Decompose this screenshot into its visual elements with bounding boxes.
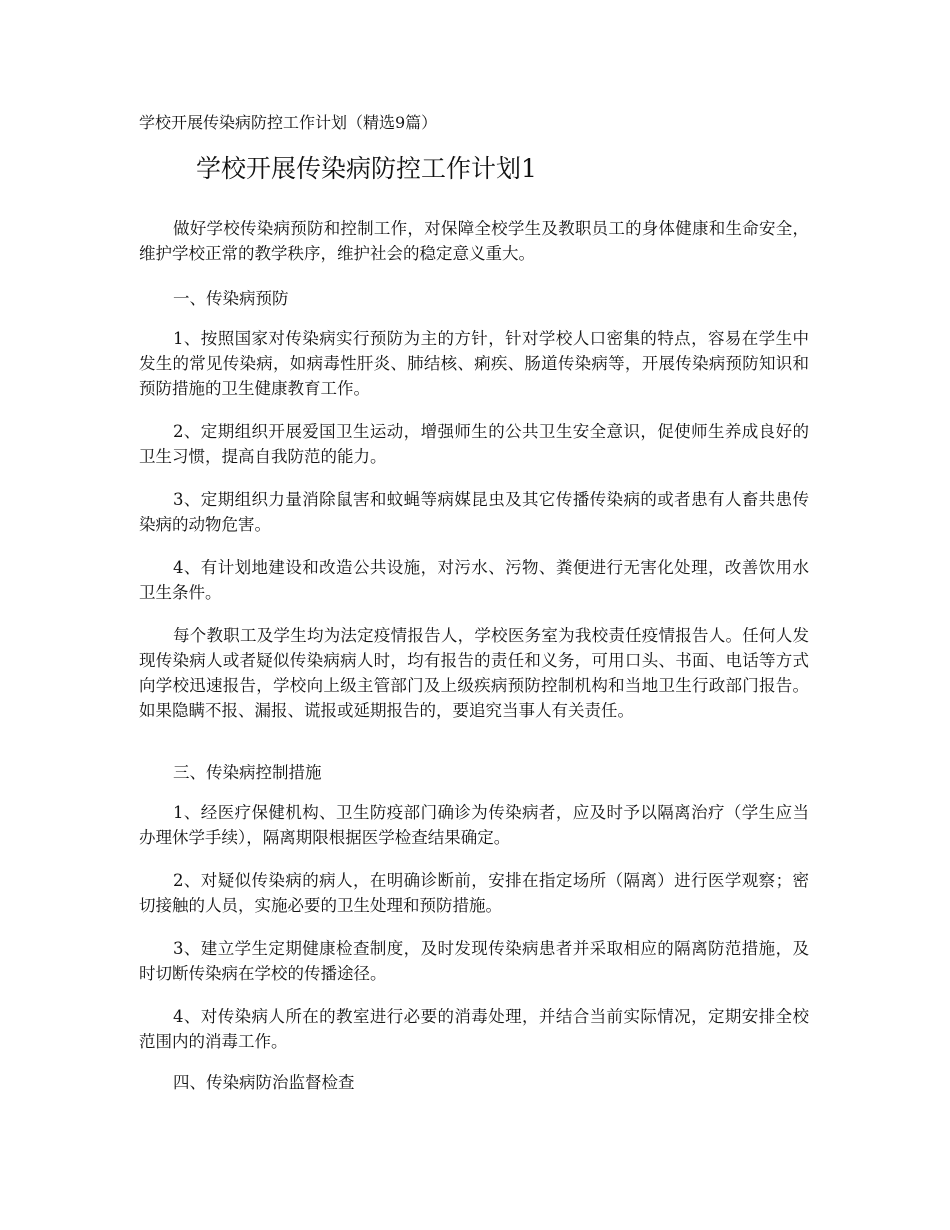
control-item-2: 2、对疑似传染病的病人，在明确诊断前，安排在指定场所（隔离）进行医学观察；密切接触的人员，实施必要的卫生处理和预防措施。 bbox=[139, 871, 809, 915]
control-item-4: 4、对传染病人所在的教室进行必要的消毒处理，并结合当前实际情况，定期安排全校范围内的消毒工作。 bbox=[139, 1007, 809, 1051]
document-title: 学校开展传染病防控工作计划1 bbox=[196, 154, 537, 183]
prevention-item-4: 4、有计划地建设和改造公共设施，对污水、污物、粪便进行无害化处理，改善饮用水卫生条件。 bbox=[139, 558, 809, 602]
prevention-item-1: 1、按照国家对传染病实行预防为主的方针，针对学校人口密集的特点，容易在学生中发生的常见传染病，如病毒性肝炎、肺结核、痢疾、肠道传染病等，开展传染病预防知识和预防措施的卫生健康教育工作。 bbox=[139, 329, 809, 398]
prevention-item-3: 3、定期组织力量消除鼠害和蚊蝇等病媒昆虫及其它传播传染病的或者患有人畜共患传染病的动物危害。 bbox=[139, 490, 809, 534]
control-item-1: 1、经医疗保健机构、卫生防疫部门确诊为传染病者，应及时予以隔离治疗（学生应当办理休学手续），隔离期限根据医学检查结果确定。 bbox=[139, 803, 809, 847]
control-item-3: 3、建立学生定期健康检查制度，及时发现传染病患者并采取相应的隔离防范措施，及时切断传染病在学校的传播途径。 bbox=[139, 939, 809, 983]
section-heading-supervision: 四、传染病防治监督检查 bbox=[173, 1073, 355, 1092]
document-collection-title: 学校开展传染病防控工作计划（精选9篇） bbox=[139, 113, 438, 132]
prevention-item-2: 2、定期组织开展爱国卫生运动，增强师生的公共卫生安全意识，促使师生养成良好的卫生习惯，提高自我防范的能力。 bbox=[139, 422, 809, 466]
section-heading-prevention: 一、传染病预防 bbox=[173, 289, 289, 308]
intro-paragraph: 做好学校传染病预防和控制工作，对保障全校学生及教职员工的身体健康和生命安全，维护学校正常的教学秩序，维护社会的稳定意义重大。 bbox=[139, 219, 809, 263]
report-paragraph: 每个教职工及学生均为法定疫情报告人，学校医务室为我校责任疫情报告人。任何人发现传染病人或者疑似传染病病人时，均有报告的责任和义务，可用口头、书面、电话等方式向学校迅速报告，学校向上级主管部门及上级疾病预防控制机构和当地卫生行政部门报告。如果隐瞒不报、漏报、谎报或延期报告的，要追究当事人有关责任。 bbox=[139, 626, 809, 720]
section-heading-control: 三、传染病控制措施 bbox=[173, 763, 322, 782]
